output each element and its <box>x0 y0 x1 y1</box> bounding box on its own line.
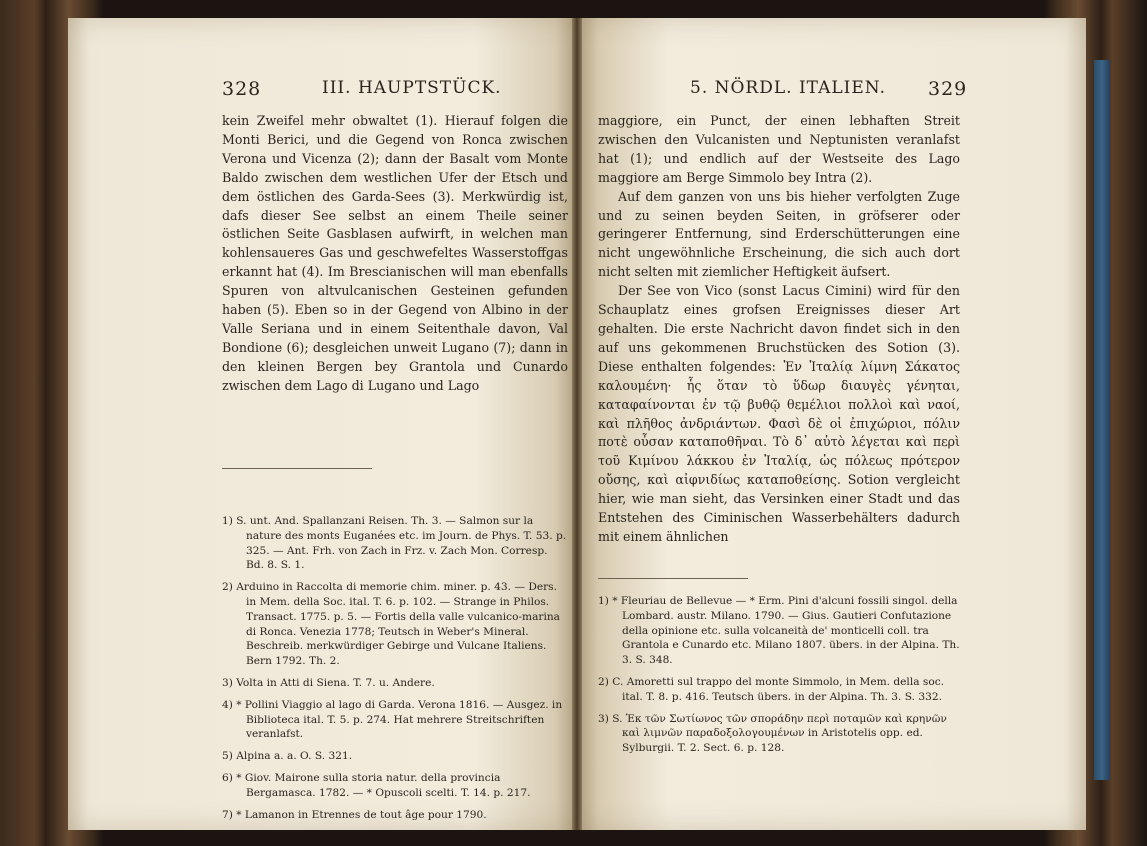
left-footnotes <box>222 514 568 829</box>
footnote: 4) * Pollini Viaggio al lago di Garda. Verona 1816. — Ausgez. in Biblioteca ital. T. 5. p. 274. Hat mehrere Streitschriften veranlafst. <box>222 698 563 741</box>
right-paragraph: Auf dem ganzen von uns bis hieher verfolgten Zuge und zu seinen beyden Seiten, in gröfserer oder geringerer Entfernung, sind Erderschütterungen eine nicht ungewöhnliche Erscheinung, die sich auch dort nicht selten mit ziemlicher Heftigkeit äufsert. <box>598 188 960 280</box>
footnote: 3) Volta in Atti di Siena. T. 7. u. Andere. <box>222 676 435 689</box>
footnote: 2) Arduino in Raccolta di memorie chim. miner. p. 43. — Ders. in Mem. della Soc. ital. T. 6. p. 102. — Strange in Philos. Transact. 1775. p. 5. — Fortis della valle vulcanico-marina di Ronca. Venezia 1778; Teutsch in Weber's Mineral. Beschreib. merkwürdiger Gebirge und Vulcane Italiens. Bern 1792. Th. 2. <box>222 581 560 668</box>
right-paragraph: maggiore, ein Punct, der einen lebhaften Streit zwischen den Vulcanisten und Neptunisten veranlafst hat (1); und endlich auf der Westseite des Lago maggiore am Berge Simmolo bey Intra (2). <box>598 113 960 185</box>
footnote: 7) * Lamanon in Etrennes de tout âge pour 1790. <box>222 808 487 821</box>
right-paragraph: Der See von Vico (sonst Lacus Cimini) wird für den Schauplatz eines grofsen Ereignisses dieser Art gehalten. Die erste Nachricht davon findet sich in den auf uns gekommenen Bruchstücken des Sotion (3). Diese enthalten folgendes: Ἐν Ἰταλίᾳ λίμνη Σάκατος καλουμένη· ἧς ὅταν τὸ ὕδωρ διαυγὲς γένηται, καταφαίνονται ἐν τῷ βυθῷ θεμέλιοι πολλοὶ καὶ ναοί, καὶ πλῆθος ἀνδριάντων. Φασὶ δὲ οἱ ἐπιχώριοι, πόλιν ποτὲ οὖσαν καταποθῆναι. Τὸ δ᾽ αὐτὸ λέγεται καὶ περὶ τοῦ Κιμίνου λάκκου ἐν Ἰταλίᾳ, ὡς πόλεως πρότερον οὔσης, καὶ αἰφνιδίως καταποθείσης. Sotion vergleicht hier, wie man sieht, das Versinken einer Stadt und das Entstehen des Ciminischen Wasserbehälters dadurch mit einem ähnlichen <box>598 283 960 544</box>
right-page-number: 329 <box>928 78 968 100</box>
left-running-head: III. HAUPTSTÜCK. <box>322 78 502 98</box>
footnote: 1) * Fleuriau de Bellevue — * Erm. Pini d'alcuni fossili singol. della Lombard. austr. Milano. 1790. — Gius. Gautieri Confutazione della opinione etc. sulla volcaneità de' monticelli coll. tra Grantola e Cunardo etc. Milano 1807. übers. in der Alpina. Th. 3. S. 348. <box>598 595 960 667</box>
left-paragraph: kein Zweifel mehr obwaltet (1). Hierauf folgen die Monti Berici, und die Gegend von Ronca zwischen Verona und Vicenza (2); dann der Basalt vom Monte Baldo zwischen dem westlichen Ufer der Etsch und dem östlichen des Garda-Sees (3). Merkwürdig ist, dafs dieser See selbst an einem Theile seiner östlichen Seite Gasblasen aufwirft, in welchen man kohlensaueres Gas und geschwefeltes Wasserstoffgas erkannt hat (4). Im Brescianischen will man ebenfalls Spuren von altvulcanischen Gesteinen gefunden haben (5). Eben so in der Gegend von Albino in der Valle Seriana und in einem Seitenthale davon, Val Bondione (6); desgleichen unweit Lugano (7); dann in den kleinen Bergen bey Grantola und Cunardo zwischen dem Lago di Lugano und Lago <box>222 113 568 393</box>
footnote: 5) Alpina a. a. O. S. 321. <box>222 750 353 763</box>
right-body <box>598 112 960 547</box>
right-footnotes <box>598 594 960 763</box>
book-gutter <box>572 18 582 830</box>
footnote: 6) * Giov. Mairone sulla storia natur. della provincia Bergamasca. 1782. — * Opuscoli scelti. T. 14. p. 217. <box>222 771 531 799</box>
right-running-head: 5. NÖRDL. ITALIEN. <box>690 78 886 98</box>
book-edge <box>1094 60 1110 780</box>
left-page-number: 328 <box>222 78 262 100</box>
left-footnote-rule <box>222 468 372 469</box>
footnote: 1) S. unt. And. Spallanzani Reisen. Th. 3. — Salmon sur la nature des monts Euganées etc. im Journ. de Phys. T. 53. p. 325. — Ant. Frh. von Zach in Frz. v. Zach Mon. Corresp. Bd. 8. S. 1. <box>222 515 567 572</box>
footnote: 2) C. Amoretti sul trappo del monte Simmolo, in Mem. della soc. ital. T. 8. p. 416. Teutsch übers. in der Alpina. Th. 3. S. 332. <box>598 675 945 703</box>
left-body <box>222 112 568 396</box>
right-footnote-rule <box>598 578 748 579</box>
footnote: 3) S. Ἐκ τῶν Σωτίωνος τῶν σποράδην περὶ ποταμῶν καὶ κρηνῶν καὶ λιμνῶν παραδοξολογουμένων in Aristotelis opp. ed. Sylburgii. T. 2. Sect. 6. p. 128. <box>598 712 947 755</box>
